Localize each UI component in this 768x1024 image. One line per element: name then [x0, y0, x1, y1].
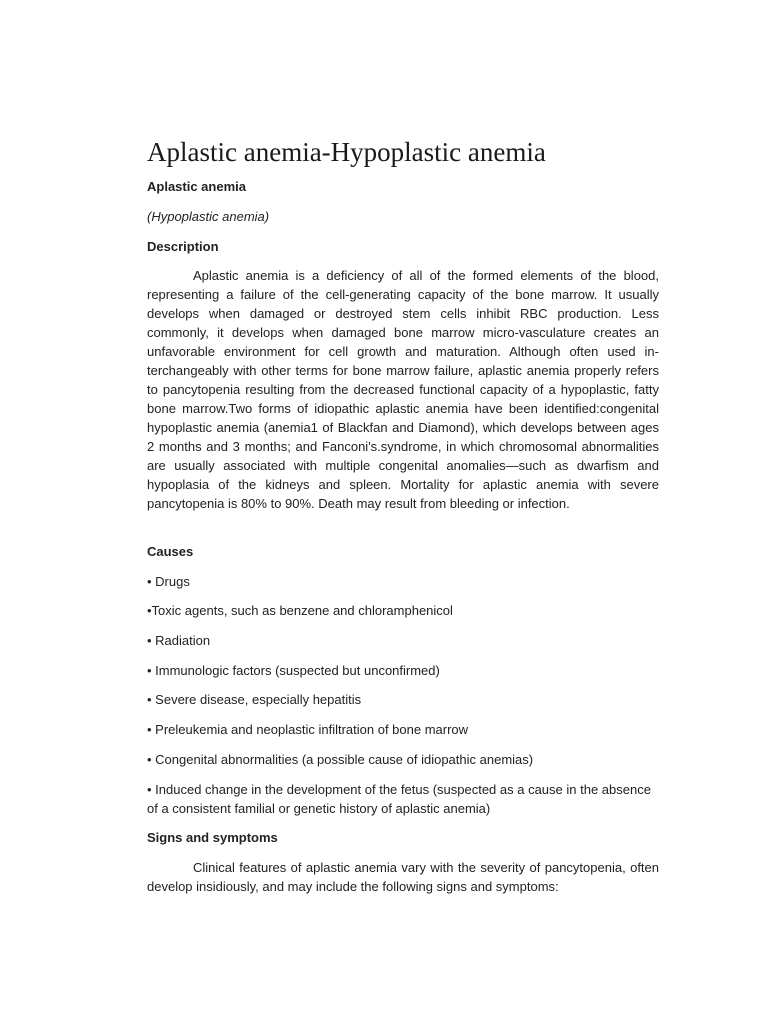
cause-item: • Congenital abnormalities (a possible cause of idiopathic anemias): [147, 752, 534, 767]
cause-item: • Preleukemia and neoplastic infiltration of bone marrow: [147, 722, 469, 737]
signs-paragraph: Clinical features of aplastic anemia vary with the severity of pancytopenia, often develop insidiously, and may include the following signs and symptoms:: [147, 860, 659, 894]
cause-item: • Immunologic factors (suspected but unconfirmed): [147, 663, 440, 678]
document-title: Aplastic anemia-Hypoplastic anemia: [147, 137, 546, 167]
cause-item: •Toxic agents, such as benzene and chloramphenicol: [147, 603, 453, 618]
signs-heading: Signs and symptoms: [147, 830, 278, 845]
description-heading: Description: [147, 239, 219, 254]
cause-item: • Induced change in the development of the fetus (suspected as a cause in the absence of a consistent familial or genetic history of aplastic anemia): [147, 782, 651, 816]
cause-item: • Drugs: [147, 574, 190, 589]
cause-item: • Radiation: [147, 633, 211, 648]
subtitle: Aplastic anemia: [147, 179, 246, 194]
causes-heading: Causes: [147, 544, 194, 559]
description-paragraph: Aplastic anemia is a deficiency of all of the formed elements of the blood, representing a failure of the cell-generating capacity of the bone marrow. It usually develops when damaged or destroyed stem cells inhibit RBC production. Less commonly, it develops when damaged bone marrow micro-vasculature creates an unfavorable environment for cell growth and maturation. Although often used in-terchangeably with other terms for bone marrow failure, aplastic anemia properly refers to pancytopenia resulting from the decreased functional capacity of a hypoplastic, fatty bone marrow.Two forms of idiopathic aplastic anemia have been identified:congenital hypoplastic anemia (anemia1 of Blackfan and Diamond), which develops between ages 2 months and 3 months; and Fanconi's.syndrome, in which chromosomal abnormalities are usually associated with multiple congenital anomalies—such as dwarfism and hypoplasia of the kidneys and spleen. Mortality for aplastic anemia with severe pancytopenia is 80% to 90%. Death may result from bleeding or infection.: [147, 268, 659, 511]
cause-item: • Severe disease, especially hepatitis: [147, 692, 362, 707]
alternate-name: (Hypoplastic anemia): [147, 209, 270, 224]
